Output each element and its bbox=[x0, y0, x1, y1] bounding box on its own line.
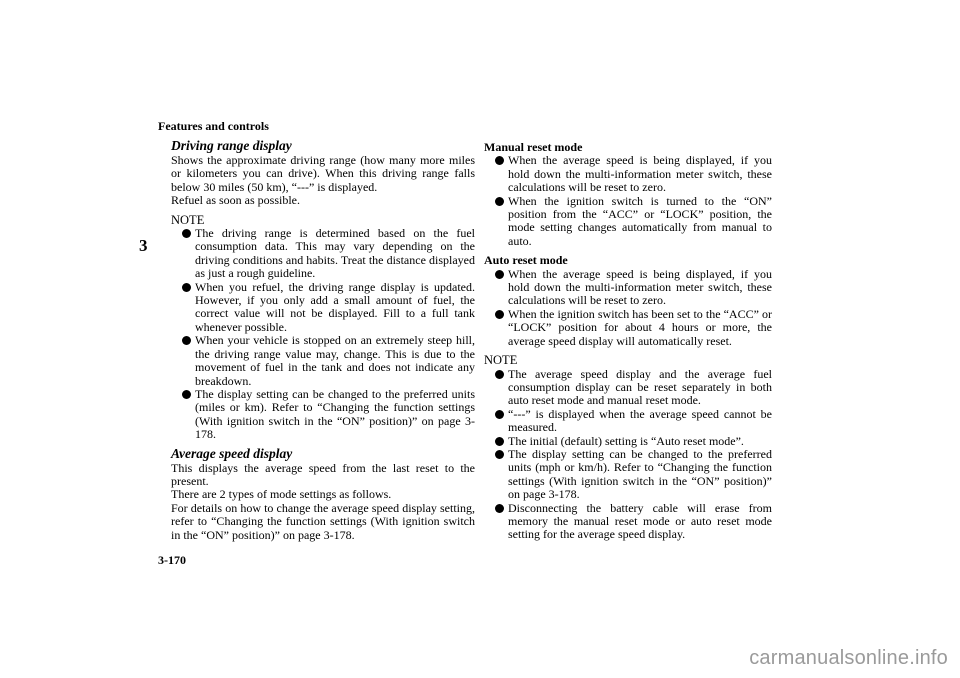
bullet-icon bbox=[182, 336, 191, 345]
driving-range-note-label: NOTE bbox=[171, 212, 205, 227]
list-item: When the ignition switch has been set to the “ACC” or “LOCK” position for about 4 hours or more, the average speed display will automatically reset. bbox=[494, 308, 772, 348]
bullet-icon bbox=[495, 197, 504, 206]
manual-reset-list bbox=[484, 154, 772, 248]
bullet-icon bbox=[495, 370, 504, 379]
bullet-icon bbox=[495, 450, 504, 459]
right-column bbox=[484, 141, 772, 542]
list-item: The display setting can be changed to the preferred units (mph or km/h). Refer to “Changing the function settings (With ignition switch in the “ON” position)” on page 3-178. bbox=[494, 448, 772, 502]
list-item: The driving range is determined based on the fuel consumption data. This may vary depending on the driving conditions and habits. Treat the distance displayed as just a rough guideline. bbox=[181, 227, 475, 281]
driving-range-body2: Refuel as soon as possible. bbox=[171, 193, 300, 208]
list-item: The average speed display and the average fuel consumption display can be reset separately in both auto reset mode and manual reset mode. bbox=[494, 368, 772, 408]
bullet-icon bbox=[495, 410, 504, 419]
list-item: When your vehicle is stopped on an extremely steep hill, the driving range value may, change. This is due to the movement of fuel in the tank and does not indicate any breakdown. bbox=[181, 334, 475, 388]
bullet-icon bbox=[495, 437, 504, 446]
list-item: “---” is displayed when the average speed cannot be measured. bbox=[494, 408, 772, 435]
manual-reset-heading: Manual reset mode bbox=[484, 140, 583, 154]
average-speed-notes bbox=[484, 368, 772, 542]
list-item: Disconnecting the battery cable will erase from memory the manual reset mode or auto reset mode setting for the average speed display. bbox=[494, 502, 772, 542]
driving-range-title: Driving range display bbox=[171, 138, 292, 153]
watermark: carmanualsonline.info bbox=[749, 647, 948, 669]
bullet-icon bbox=[495, 270, 504, 279]
chapter-number: 3 bbox=[139, 236, 148, 255]
list-item: When the ignition switch is turned to the “ON” position from the “ACC” or “LOCK” position, the mode setting changes automatically from manual to auto. bbox=[494, 195, 772, 249]
average-speed-body2: There are 2 types of mode settings as follows. bbox=[171, 487, 392, 502]
list-item: When you refuel, the driving range display is updated. However, if you only add a small amount of fuel, the correct value will not be displayed. Fill to a full tank whenever possible. bbox=[181, 281, 475, 335]
page-number: 3-170 bbox=[158, 553, 186, 567]
running-header: Features and controls bbox=[158, 119, 269, 133]
average-speed-note-label: NOTE bbox=[484, 353, 518, 368]
bullet-icon bbox=[495, 156, 504, 165]
bullet-icon bbox=[182, 283, 191, 292]
driving-range-notes bbox=[171, 227, 475, 442]
bullet-icon bbox=[182, 229, 191, 238]
left-column bbox=[171, 138, 475, 542]
bullet-icon bbox=[495, 504, 504, 513]
average-speed-body: This displays the average speed from the last reset to the present. bbox=[171, 460, 475, 488]
average-speed-body3: For details on how to change the average speed display setting, refer to “Changing the function settings (With ignition switch in the “ON” position)” on page 3-178. bbox=[171, 500, 475, 542]
list-item: When the average speed is being displayed, if you hold down the multi-information meter switch, these calculations will be reset to zero. bbox=[494, 154, 772, 194]
average-speed-title: Average speed display bbox=[171, 445, 293, 461]
auto-reset-list bbox=[484, 268, 772, 348]
list-item: When the average speed is being displayed, if you hold down the multi-information meter switch, these calculations will be reset to zero. bbox=[494, 268, 772, 308]
list-item: The display setting can be changed to the preferred units (miles or km). Refer to “Changing the function settings (With ignition switch in the “ON” position)” on page 3-178. bbox=[181, 388, 475, 442]
bullet-icon bbox=[182, 390, 191, 399]
driving-range-body: Shows the approximate driving range (how many more miles or kilometers you can drive). When this driving range falls below 30 miles (50 km), “---” is displayed. bbox=[171, 153, 475, 194]
list-item: The initial (default) setting is “Auto reset mode”. bbox=[494, 435, 772, 448]
bullet-icon bbox=[495, 310, 504, 319]
auto-reset-heading: Auto reset mode bbox=[484, 253, 568, 268]
